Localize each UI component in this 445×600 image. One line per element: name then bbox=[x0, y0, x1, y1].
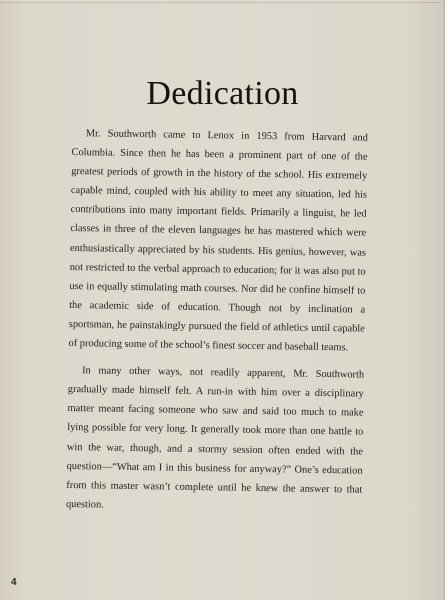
paragraph-1: Mr. Southworth came to Lenox in 1953 from Harvard and Columbia. Since then he has been a prominent part of one of the greatest periods of growth in the history of the school. His extremely capable mind, coupled with his ability to meet any situation, led his contributions into many important fields. Primarily a linguist, he led classes in three of the eleven languages he has mastered which were enthusiastically appreciated by his students. His genius, however, was not restricted to the verbal approach to education; for it was also put to use in equally stimulating math courses. Nor did he confine himself to the academic side of education. Though not by inclination a sportsman, he painstakingly pursued the field of athletics until capable of producing some of the school’s finest soccer and baseball teams. bbox=[68, 128, 368, 354]
body-text bbox=[66, 124, 368, 526]
page-title: Dedication bbox=[146, 75, 299, 112]
paragraph-2: In many other ways, not readily apparent, Mr. Southworth gradually made himself felt. A run-in with him over a disciplinary matter meant facing someone who saw and said too much to make lying possible for very long. It generally took more than one battle to win the war, though, and a stormy session often ended with the question—“What am I in this business for anyway?” One’s education from this master wasn’t complete until he knew the answer to that question. bbox=[65, 365, 365, 511]
page-number: 4 bbox=[11, 577, 17, 588]
page-top-edge bbox=[0, 2, 445, 3]
